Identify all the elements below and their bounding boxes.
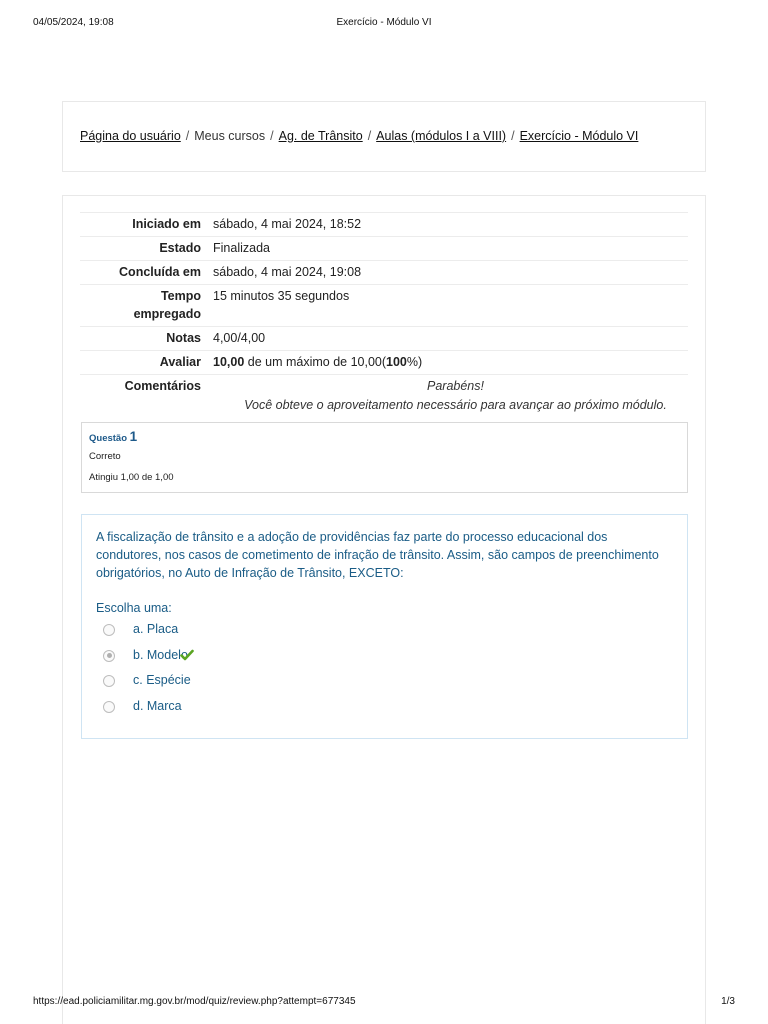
summary-row-comments	[80, 375, 688, 419]
quiz-summary-table	[80, 212, 688, 418]
answer-prompt: Escolha uma:	[96, 601, 172, 615]
question-text: A fiscalização de trânsito e a adoção de providências faz parte do processo educacional dos condutores, nos casos de cometimento de infração de trânsito. Assim, são campos de preenchimento obrigatórios, no Auto de Infração de Trânsito, EXCETO:	[96, 530, 659, 580]
radio-button-selected[interactable]	[103, 650, 115, 662]
print-page-title: Exercício - Módulo VI	[336, 17, 432, 28]
radio-button[interactable]	[103, 624, 115, 636]
radio-button[interactable]	[103, 701, 115, 713]
grade-percent: 100	[386, 355, 407, 369]
option-label[interactable]: b. Modelo	[133, 647, 188, 662]
marks-label: Notas	[80, 327, 201, 351]
question-grade: Atingiu 1,00 de 1,00	[89, 472, 174, 483]
grade-score: 10,00	[213, 355, 245, 369]
time-label: Tempo empregado	[80, 285, 201, 327]
print-header	[33, 17, 735, 31]
feedback-comment	[201, 375, 688, 419]
breadcrumb-separator: /	[270, 129, 274, 143]
breadcrumb-separator: /	[185, 129, 190, 143]
summary-row-marks	[80, 327, 688, 351]
feedback-line-1: Parabéns!	[427, 379, 484, 393]
grade-percent-suffix: %)	[406, 355, 423, 369]
completed-value: sábado, 4 mai 2024, 19:08	[201, 261, 688, 285]
question-number-value: 1	[129, 429, 138, 444]
started-value: sábado, 4 mai 2024, 18:52	[201, 213, 688, 237]
grade-label: Avaliar	[80, 351, 201, 375]
option-label[interactable]: a. Placa	[133, 622, 179, 636]
time-value: 15 minutos 35 segundos	[201, 285, 688, 327]
option-label[interactable]: c. Espécie	[133, 673, 191, 687]
option-label[interactable]: d. Marca	[133, 698, 182, 713]
started-label: Iniciado em	[80, 213, 201, 237]
checkmark-icon	[180, 649, 194, 661]
print-footer	[33, 996, 735, 1010]
question-formulation	[81, 514, 688, 739]
summary-row-completed	[80, 261, 688, 285]
summary-row-state	[80, 237, 688, 261]
breadcrumb-section[interactable]: Aulas (módulos I a VIII)	[376, 129, 507, 143]
breadcrumb-separator: /	[367, 129, 372, 143]
breadcrumb-separator: /	[511, 129, 515, 143]
breadcrumb-my-courses: Meus cursos	[194, 129, 266, 143]
question-state: Correto	[89, 451, 121, 462]
feedback-line-2: Você obteve o aproveitamento necessário para avançar ao próximo módulo.	[244, 398, 667, 412]
question-info-box	[81, 422, 688, 493]
breadcrumb-course[interactable]: Ag. de Trânsito	[278, 129, 363, 143]
breadcrumb-container	[62, 101, 706, 172]
completed-label: Concluída em	[80, 261, 201, 285]
summary-row-time	[80, 285, 688, 327]
breadcrumb-quiz[interactable]: Exercício - Módulo VI	[519, 129, 639, 143]
question-number	[89, 429, 137, 444]
breadcrumb-user-home[interactable]: Página do usuário	[80, 129, 181, 143]
page-url: https://ead.policiamilitar.mg.gov.br/mod/quiz/review.php?attempt=677345	[33, 996, 356, 1007]
summary-row-started	[80, 213, 688, 237]
radio-button[interactable]	[103, 675, 115, 687]
grade-max-text: de um máximo de 10,00(	[244, 355, 387, 369]
marks-value: 4,00/4,00	[201, 327, 688, 351]
print-date: 04/05/2024, 19:08	[33, 17, 114, 28]
state-value: Finalizada	[201, 237, 688, 261]
grade-value	[201, 351, 688, 375]
breadcrumb	[80, 129, 638, 143]
comments-label: Comentários	[80, 375, 201, 419]
summary-row-grade	[80, 351, 688, 375]
question-label: Questão	[89, 433, 128, 444]
page-counter: 1/3	[721, 996, 735, 1007]
state-label: Estado	[80, 237, 201, 261]
